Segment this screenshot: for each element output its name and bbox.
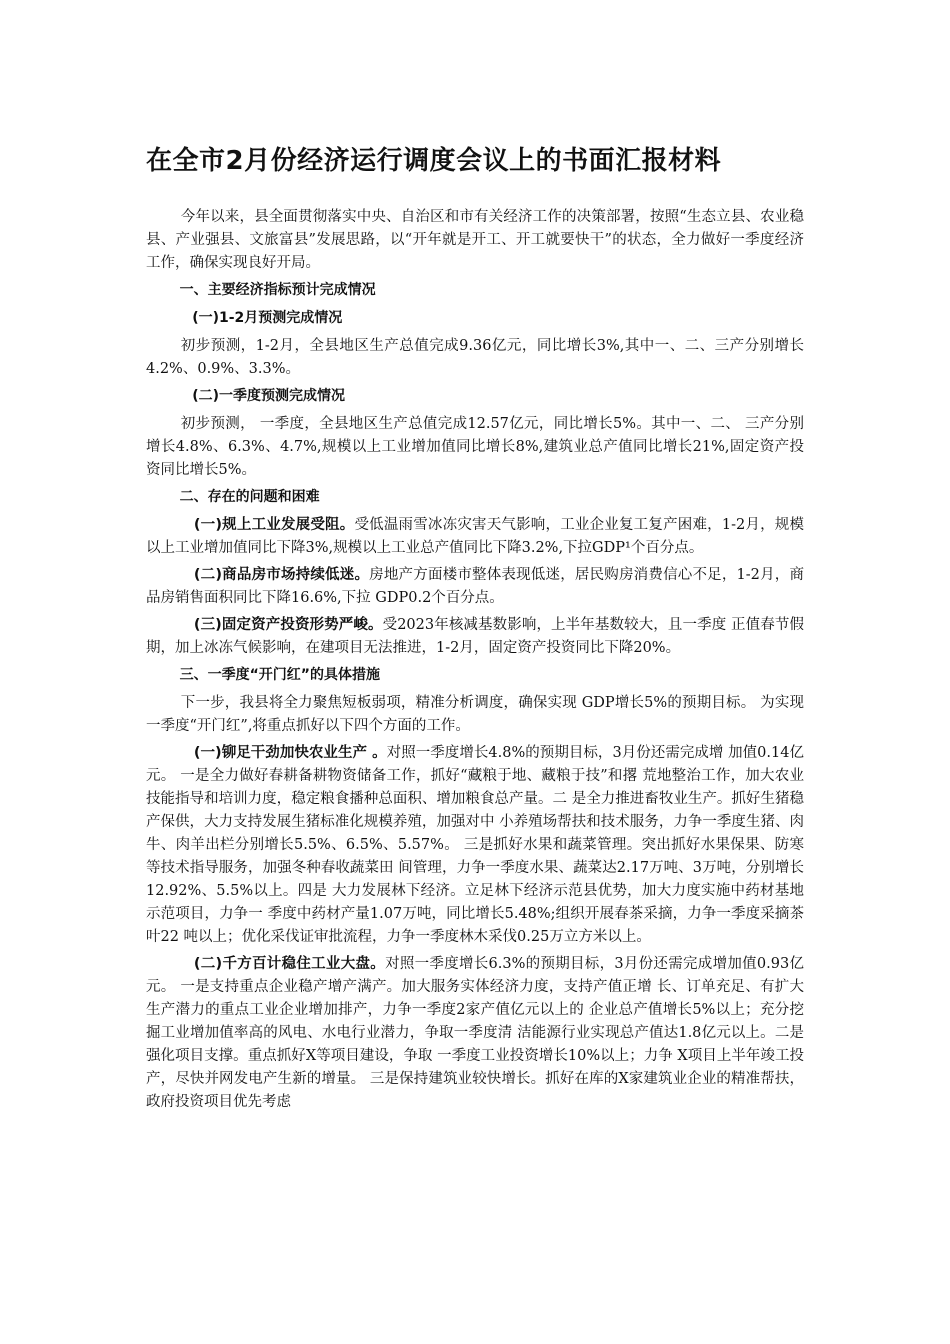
issue-lead-2: (二)商品房市场持续低迷。 <box>193 567 370 583</box>
measure-paragraph-1 <box>146 742 804 949</box>
issue-lead-1: (一)规上工业发展受阻。 <box>193 517 355 533</box>
section-1-sub-2-heading: (二)一季度预测完成情况 <box>192 388 345 404</box>
section-1-heading: 一、主要经济指标预计完成情况 <box>179 282 376 298</box>
document-title: 在全市2月份经济运行调度会议上的书面汇报材料 <box>146 146 722 176</box>
issue-paragraph-1 <box>146 514 804 560</box>
section-3-heading: 三、一季度“开门红”的具体措施 <box>179 667 380 683</box>
section-1-sub-2-text: 初步预测， 一季度，全县地区生产总值完成12.57亿元，同比增长5%。其中一、二、 三产分别增长4.8%、6.3%、4.7%,规模以上工业增加值同比增长8%,建筑业总产值同比增长21%,固定资产投资同比增长5%。 <box>146 416 804 478</box>
issue-lead-3: (三)固定资产投资形势严峻。 <box>193 617 383 633</box>
issue-text-2: 房地产方面楼市整体表现低迷，居民购房消费信心不足，1-2月，商品房销售面积同比下降16.6%,下拉 GDP0.2个百分点。 <box>146 567 804 606</box>
measure-lead-2: (二)千方百计稳住工业大盘。 <box>193 956 386 972</box>
section-1-sub-1-text: 初步预测，1-2月，全县地区生产总值完成9.36亿元，同比增长3%,其中一、二、三产分别增长4.2%、0.9%、3.3%。 <box>146 338 804 377</box>
issue-text-3: 受2023年核减基数影响，上半年基数较大，且一季度 正值春节假期，加上冰冻气候影响，在建项目无法推进，1-2月，固定资产投资同比下降20%。 <box>146 617 804 656</box>
section-3-intro: 下一步，我县将全力聚焦短板弱项，精准分析调度，确保实现 GDP增长5%的预期目标。 为实现一季度“开门红”,将重点抓好以下四个方面的工作。 <box>146 695 804 734</box>
measure-text-1: 对照一季度增长4.8%的预期目标，3月份还需完成增 加值0.14亿元。 一是全力做好春耕备耕物资储备工作，抓好“藏粮于地、藏粮于技”和撂 荒地整治工作，加大农业技能指导和培训力度，稳定粮食播种总面积、增加粮食总产量。二 是全力推进畜牧业生产。抓好生猪稳产保供，大力支持发展生猪标准化规模养殖，加强对中 小养殖场帮扶和技术服务，力争一季度生猪、肉牛、肉羊出栏分别增长5.5%、6.5%、5.57%。 三是抓好水果和蔬菜管理。突出抓好水果保果、防寒等技术指导服务，加强冬种春收蔬菜田 间管理，力争一季度水果、蔬菜达2.17万吨、3万吨，分别增长12.92%、5.5%以上。四是 大力发展林下经济。立足林下经济示范县优势，加大力度实施中药材基地示范项目，力争一 季度中药材产量1.07万吨，同比增长5.48%;组织开展春茶采摘，力争一季度采摘茶叶22 吨以上；优化采伐证审批流程，力争一季度林木采伐0.25万立方米以上。 <box>146 745 804 945</box>
issue-text-1: 受低温雨雪冰冻灾害天气影响，工业企业复工复产困难，1-2月，规模以上工业增加值同比下降3%,规模以上工业总产值同比下降3.2%,下拉GDP¹个百分点。 <box>146 517 804 556</box>
measure-paragraph-2 <box>146 953 804 1114</box>
issue-paragraph-3 <box>146 614 804 660</box>
section-1-sub-1-heading: (一)1-2月预测完成情况 <box>192 310 343 326</box>
measure-text-2: 对照一季度增长6.3%的预期目标，3月份还需完成增加值0.93亿元。 一是支持重点企业稳产增产满产。加大服务实体经济力度，支持产值正增 长、订单充足、有扩大生产潜力的重点工业企业增加排产，力争一季度2家产值亿元以上的 企业总产值增长5%以上；充分挖掘工业增加值率高的风电、水电行业潜力，争取一季度清 洁能源行业实现总产值达1.8亿元以上。二是强化项目支撑。重点抓好X等项目建设，争取 一季度工业投资增长10%以上；力争 X项目上半年竣工投产，尽快并网发电产生新的增量。 三是保持建筑业较快增长。抓好在库的X家建筑业企业的精准帮扶，政府投资项目优先考虑 <box>146 956 804 1110</box>
issue-paragraph-2 <box>146 564 804 610</box>
intro-paragraph: 今年以来，县全面贯彻落实中央、自治区和市有关经济工作的决策部署，按照“生态立县、农业稳县、产业强县、文旅富县”发展思路，以“开年就是开工、开工就要快干”的状态，全力做好一季度经济工作，确保实现良好开局。 <box>146 209 804 271</box>
measure-lead-1: (一)铆足干劲加快农业生产 。 <box>193 745 387 761</box>
section-2-heading: 二、存在的问题和困难 <box>179 489 320 505</box>
